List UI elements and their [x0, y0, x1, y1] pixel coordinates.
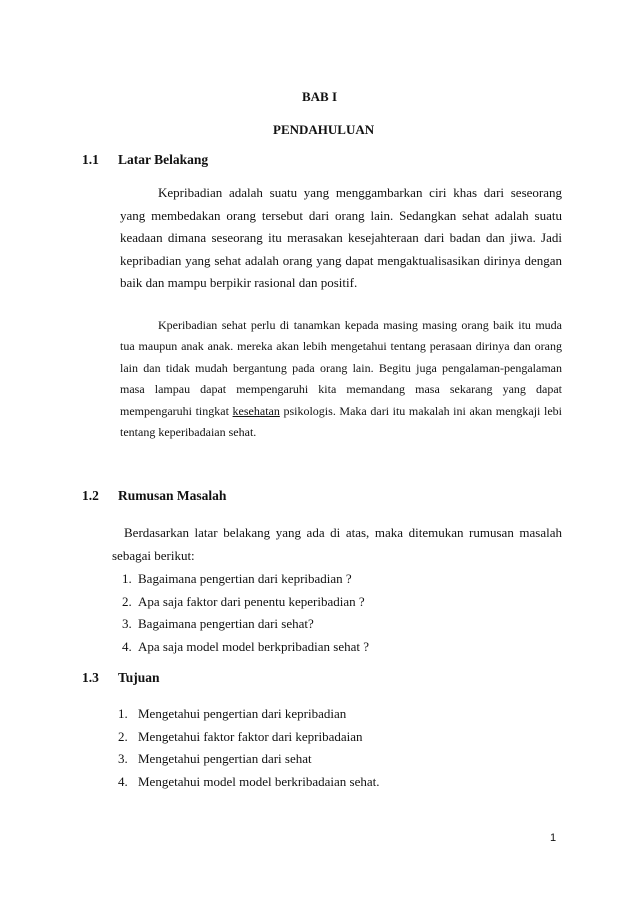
rumusan-intro-paragraph	[112, 522, 562, 567]
section-number-1-2: 1.2	[82, 488, 99, 503]
list-item: 1. Bagaimana pengertian dari kepribadian ?	[122, 571, 352, 586]
latar-belakang-paragraph-1	[120, 182, 562, 295]
section-number-1-3: 1.3	[82, 670, 99, 685]
list-item: 3. Bagaimana pengertian dari sehat?	[122, 616, 314, 631]
list-item: 1. Mengetahui pengertian dari kepribadian	[118, 706, 347, 721]
chapter-label: BAB I	[302, 89, 338, 104]
list-item: 2. Mengetahui faktor faktor dari kepribadaian	[118, 728, 363, 744]
latar-para-1-text: Kepribadian adalah suatu yang menggambarkan ciri khas dari seseorang yang membedakan orang tersebut dari orang lain. Sedangkan sehat adalah suatu keadaan dimana seseorang itu merasakan kesejahteraan dari badan dan jiwa. Jadi kepribadian yang sehat adalah orang yang dapat mengaktualisasikan dirinya dengan baik dan mampu berpikir rasional dan positif.	[120, 185, 562, 290]
section-title-rumusan-masalah: Rumusan Masalah	[118, 488, 227, 503]
page-number: 1	[550, 832, 557, 844]
list-item: 4. Mengetahui model model berkribadaian sehat.	[118, 773, 380, 789]
section-title-latar-belakang: Latar Belakang	[118, 152, 209, 167]
latar-para-2-part-b: psikologis. Maka dari itu makalah ini akan mengkaji lebi tentang keperibadaian sehat.	[120, 403, 562, 440]
chapter-title: PENDAHULUAN	[273, 122, 375, 137]
rumusan-intro-text: Berdasarkan latar belakang yang ada di atas, maka ditemukan rumusan masalah sebagai berikut:	[112, 525, 562, 563]
latar-belakang-paragraph-2	[120, 315, 562, 443]
rumusan-list	[122, 568, 369, 658]
section-number-1-1: 1.1	[82, 152, 99, 167]
list-item: 3. Mengetahui pengertian dari sehat	[118, 751, 312, 766]
latar-para-2-text	[120, 315, 562, 443]
section-title-tujuan: Tujuan	[118, 670, 160, 685]
list-item: 2. Apa saja faktor dari penentu keperibadian ?	[122, 593, 365, 609]
list-item: 4. Apa saja model model berkpribadian sehat ?	[122, 638, 370, 654]
tujuan-list	[118, 703, 380, 793]
latar-para-2-part-a: Kperibadian sehat perlu di tanamkan kepada masing masing orang baik itu muda tua maupun anak anak. mereka akan lebih mengetahui tentang perasaan dirinya dan orang lain dan tidak mudah bergantung pada orang lain. Begitu juga pengalaman-pengalaman masa lampau dapat mempengaruhi kita memandang masa sekarang yang dapat mempengaruhi tingkat	[120, 318, 562, 418]
kesehatan-link[interactable]: kesehatan	[232, 403, 280, 418]
